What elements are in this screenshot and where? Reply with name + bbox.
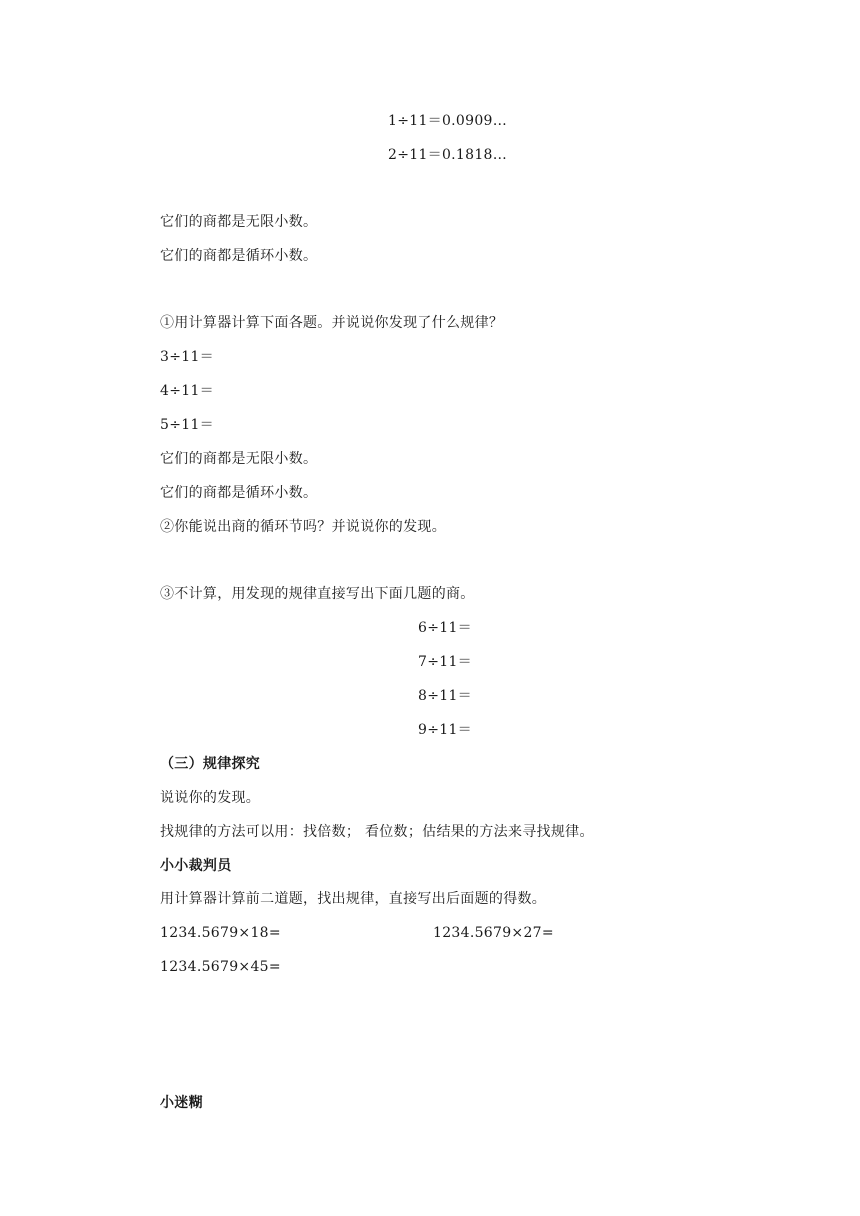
task1-prompt: ①用计算器计算下面各题。并说说你发现了什么规律？ — [160, 315, 504, 331]
task3-item-9: 9÷11＝ — [418, 722, 472, 738]
intro-statement-infinite: 它们的商都是无限小数。 — [160, 214, 318, 230]
intro-example-2: 2÷11＝0.1818… — [388, 147, 508, 163]
task3-item-6: 6÷11＝ — [418, 620, 472, 636]
intro-statement-recurring: 它们的商都是循环小数。 — [160, 248, 318, 264]
section3-text-discovery: 说说你的发现。 — [160, 790, 261, 806]
task3-prompt: ③不计算，用发现的规律直接写出下面几题的商。 — [160, 586, 475, 602]
judge-problem-27: 1234.5679×27= — [433, 925, 554, 941]
task1-statement-infinite: 它们的商都是无限小数。 — [160, 451, 318, 467]
judge-problem-45: 1234.5679×45= — [160, 959, 281, 975]
intro-example-1: 1÷11＝0.0909… — [388, 113, 508, 129]
judge-instruction: 用计算器计算前二道题，找出规律，直接写出后面题的得数。 — [160, 891, 547, 907]
task1-statement-recurring: 它们的商都是循环小数。 — [160, 485, 318, 501]
task1-item-4: 4÷11＝ — [160, 383, 214, 399]
task1-item-3: 3÷11＝ — [160, 349, 214, 365]
judge-heading: 小小裁判员 — [160, 858, 232, 874]
task3-item-8: 8÷11＝ — [418, 688, 472, 704]
task1-item-5: 5÷11＝ — [160, 417, 214, 433]
confused-heading: 小迷糊 — [160, 1095, 203, 1111]
judge-problem-18: 1234.5679×18= — [160, 925, 281, 941]
section3-text-methods: 找规律的方法可以用：找倍数； 看位数；估结果的方法来寻找规律。 — [160, 824, 594, 840]
task3-item-7: 7÷11＝ — [418, 654, 472, 670]
section3-heading: （三）规律探究 — [160, 756, 261, 772]
task2-prompt: ②你能说出商的循环节吗？并说说你的发现。 — [160, 519, 446, 535]
